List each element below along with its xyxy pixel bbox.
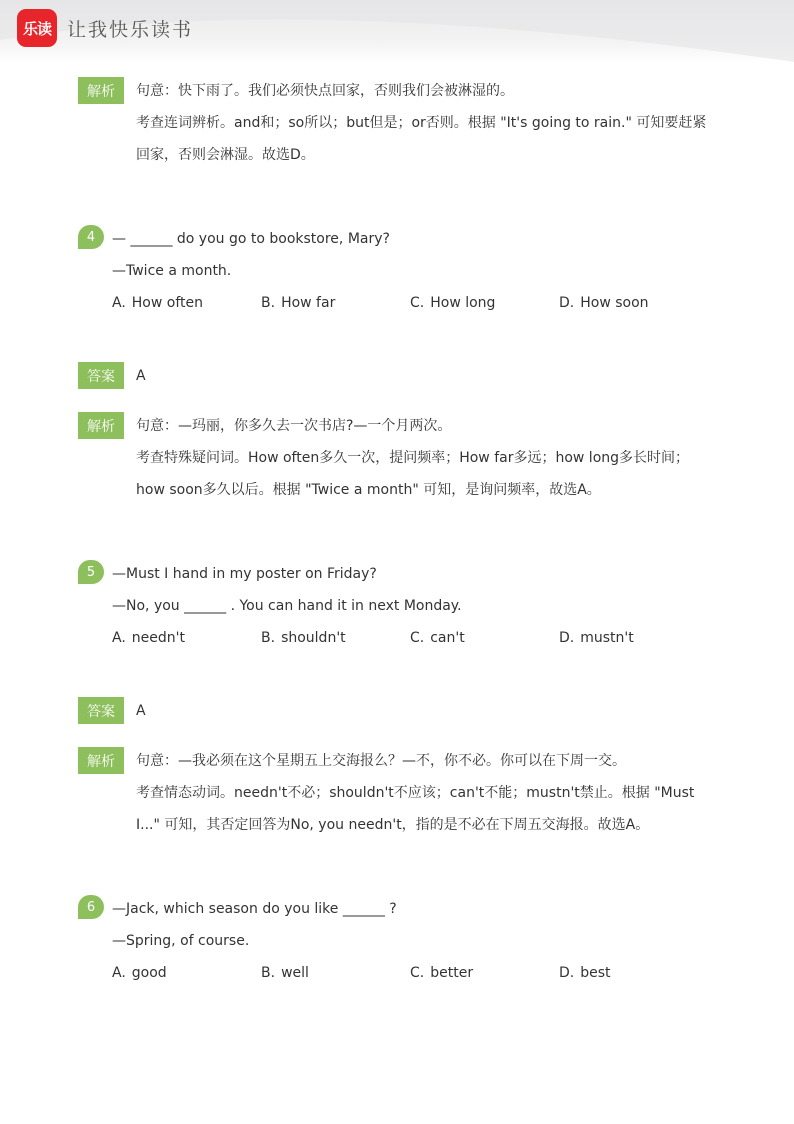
option-c[interactable]: C. How long bbox=[410, 295, 496, 311]
option-a[interactable]: A. How often bbox=[112, 295, 203, 311]
option-b[interactable]: B. How far bbox=[261, 295, 336, 311]
question-number-badge: 5 bbox=[78, 560, 104, 584]
analysis-line: 考查情态动词。needn't不必；shouldn't不应该；can't不能；mustn't禁止。根据 "Must bbox=[136, 785, 695, 801]
analysis-line: 句意：—玛丽，你多久去一次书店?—一个月两次。 bbox=[136, 418, 452, 434]
answer-value: A bbox=[136, 368, 146, 384]
question-reply: —Spring, of course. bbox=[112, 933, 250, 949]
question-reply: —No, you ______ . You can hand it in next Monday. bbox=[112, 598, 462, 614]
option-a[interactable]: A. good bbox=[112, 965, 167, 981]
analysis-line: I..." 可知，其否定回答为No, you needn't，指的是不必在下周五交海报。故选A。 bbox=[136, 817, 650, 833]
analysis-line: 句意：快下雨了。我们必须快点回家，否则我们会被淋湿的。 bbox=[136, 83, 514, 99]
question-stem: —Must I hand in my poster on Friday? bbox=[112, 566, 377, 582]
analysis-line: 考查特殊疑问词。How often多久一次，提问频率；How far多远；how long多长时间； bbox=[136, 450, 690, 466]
analysis-line: 句意：—我必须在这个星期五上交海报么？—不，你不必。你可以在下周一交。 bbox=[136, 753, 626, 769]
analysis-line: 考查连词辨析。and和；so所以；but但是；or否则。根据 "It's going to rain." 可知要赶紧 bbox=[136, 115, 707, 131]
option-d[interactable]: D. mustn't bbox=[559, 630, 634, 646]
option-c[interactable]: C. can't bbox=[410, 630, 465, 646]
page-header bbox=[0, 0, 794, 62]
option-d[interactable]: D. best bbox=[559, 965, 611, 981]
option-b[interactable]: B. well bbox=[261, 965, 309, 981]
analysis-tag: 解析 bbox=[78, 77, 124, 104]
question-reply: —Twice a month. bbox=[112, 263, 232, 279]
brand-logo: 乐读 bbox=[17, 9, 57, 47]
analysis-line: how soon多久以后。根据 "Twice a month" 可知，是询问频率，故选A。 bbox=[136, 482, 601, 498]
answer-tag: 答案 bbox=[78, 697, 124, 724]
question-stem: — ______ do you go to bookstore, Mary? bbox=[112, 231, 390, 247]
question-stem: —Jack, which season do you like ______ ? bbox=[112, 901, 397, 917]
analysis-tag: 解析 bbox=[78, 412, 124, 439]
analysis-line: 回家，否则会淋湿。故选D。 bbox=[136, 147, 315, 163]
question-number-badge: 4 bbox=[78, 225, 104, 249]
header-slogan: 让我快乐读书 bbox=[67, 19, 194, 41]
option-d[interactable]: D. How soon bbox=[559, 295, 649, 311]
option-a[interactable]: A. needn't bbox=[112, 630, 185, 646]
option-c[interactable]: C. better bbox=[410, 965, 474, 981]
option-b[interactable]: B. shouldn't bbox=[261, 630, 346, 646]
answer-value: A bbox=[136, 703, 146, 719]
question-number-badge: 6 bbox=[78, 895, 104, 919]
answer-tag: 答案 bbox=[78, 362, 124, 389]
analysis-tag: 解析 bbox=[78, 747, 124, 774]
